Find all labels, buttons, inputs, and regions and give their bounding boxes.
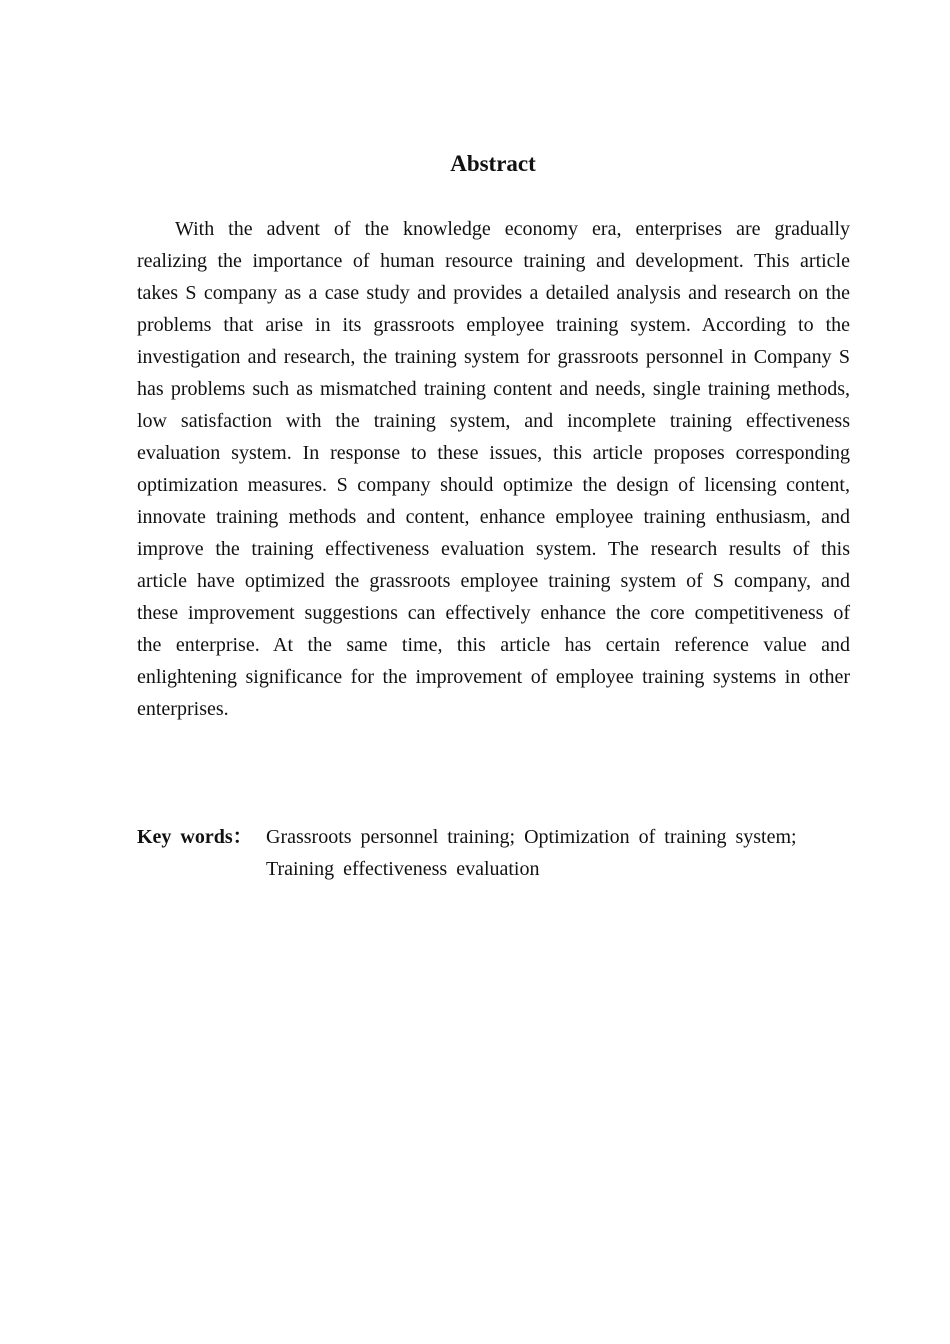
abstract-heading: Abstract — [450, 151, 536, 176]
keywords-text: Grassroots personnel training; Optimization of training system; Training effectiveness evaluation — [266, 826, 797, 880]
keywords-label: Key words： — [137, 826, 253, 848]
abstract-paragraph: With the advent of the knowledge economy era, enterprises are gradually realizing the importance of human resource training and development. This article takes S company as a case study and provides a detailed analysis and research on the problems that arise in its grassroots employee training system. According to the investigation and research, the training system for grassroots personnel in Company S has problems such as mismatched training content and needs, single training methods, low satisfaction with the training system, and incomplete training effectiveness evaluation system. In response to these issues, this article proposes corresponding optimization measures. S company should optimize the design of licensing content, innovate training methods and content, enhance employee training enthusiasm, and improve the training effectiveness evaluation system. The research results of this article have optimized the grassroots employee training system of S company, and these improvement suggestions can effectively enhance the core competitiveness of the enterprise. At the same time, this article has certain reference value and enlightening significance for the improvement of employee training systems in other enterprises. — [137, 218, 850, 720]
keywords-section — [137, 821, 797, 885]
